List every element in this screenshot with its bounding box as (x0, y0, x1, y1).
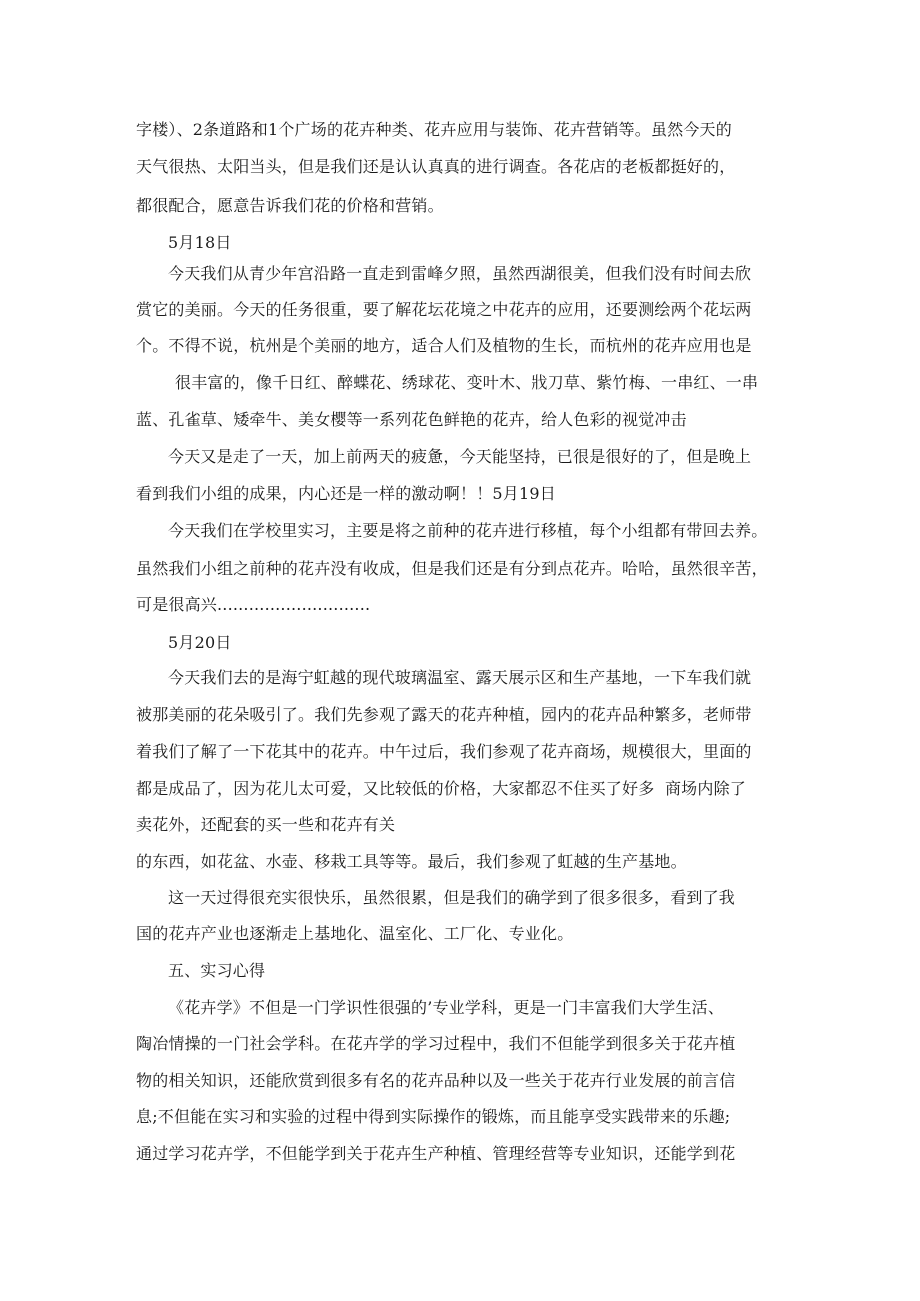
text-line: 蓝、孔雀草、矮牵牛、美女樱等一系列花色鲜艳的花卉，给人色彩的视觉冲击 (136, 410, 687, 429)
text-line: 国的花卉产业也逐渐走上基地化、温室化、工厂化、专业化。 (136, 924, 574, 943)
text-line: 通过学习花卉学，不但能学到关于花卉生产种植、管理经营等专业知识，还能学到花 (136, 1144, 736, 1163)
text-line: 虽然我们小组之前种的花卉没有收成，但是我们还是有分到点花卉。哈哈，虽然很辛苦， (136, 559, 768, 578)
text-line: 陶冶情操的一门社会学科。在花卉学的学习过程中，我们不但能学到很多关于花卉植 (136, 1034, 736, 1053)
text-line: 今天我们去的是海宁虹越的现代玻璃温室、露天展示区和生产基地，一下车我们就 (168, 668, 752, 687)
text-line: 天气很热、太阳当头，但是我们还是认认真真的进行调查。各花店的老板都挺好的， (136, 157, 736, 176)
text-line: 今天我们在学校里实习，主要是将之前种的花卉进行移植，每个小组都有带回去养。 (168, 521, 768, 540)
text-line: 很丰富的，像千日红、醉蝶花、绣球花、变叶木、戕刀草、紫竹梅、一串红、一串 (175, 373, 759, 392)
text-line: 息;不但能在实习和实验的过程中得到实际操作的锻炼，而且能享受实践带来的乐趣; (136, 1107, 731, 1126)
text-line: 着我们了解了一下花其中的花卉。中午过后，我们参观了花卉商场，规模很大，里面的 (136, 742, 752, 761)
text-line: 今天我们从青少年宫沿路一直走到雷峰夕照，虽然西湖很美，但我们没有时间去欣 (168, 264, 752, 283)
section-heading: 五、实习心得 (168, 961, 266, 980)
text-line: 个。不得不说，杭州是个美丽的地方，适合人们及植物的生长，而杭州的花卉应用也是 (136, 336, 752, 355)
text-line: 都很配合，愿意告诉我们花的价格和营销。 (136, 196, 444, 215)
date-heading: 5月20日 (168, 633, 232, 652)
text-line: 这一天过得很充实很快乐，虽然很累，但是我们的确学到了很多很多，看到了我 (168, 888, 736, 907)
text-line: 字楼）、2条道路和1个广场的花卉种类、花卉应用与装饰、花卉营销等。虽然今天的 (136, 120, 732, 139)
date-heading: 5月18日 (168, 233, 232, 252)
text-line: 赏它的美丽。今天的任务很重，要了解花坛花境之中花卉的应用，还要测绘两个花坛两 (136, 300, 752, 319)
text-line: 卖花外，还配套的买一些和花卉有关 (136, 815, 396, 834)
text-line: 的东西，如花盆、水壶、移栽工具等等。最后，我们参观了虹越的生产基地。 (136, 852, 687, 871)
text-line: 可是很高兴............................. (136, 595, 371, 614)
text-line: 都是成品了，因为花儿太可爱，又比较低的价格，大家都忍不住买了好多 商场内除了 (136, 779, 746, 798)
text-line: 看到我们小组的成果，内心还是一样的激动啊！！5月19日 (136, 484, 556, 503)
text-line: 被那美丽的花朵吸引了。我们先参观了露天的花卉种植，园内的花卉品种繁多，老师带 (136, 705, 752, 724)
text-line: 物的相关知识，还能欣赏到很多有名的花卉品种以及一些关于花卉行业发展的前言信 (136, 1071, 736, 1090)
text-line: 《花卉学》不但是一门学识性很强的’专业学科，更是一门丰富我们大学生活、 (168, 998, 725, 1017)
text-line: 今天又是走了一天，加上前两天的疲惫，今天能坚持，已很是很好的了，但是晚上 (168, 447, 752, 466)
